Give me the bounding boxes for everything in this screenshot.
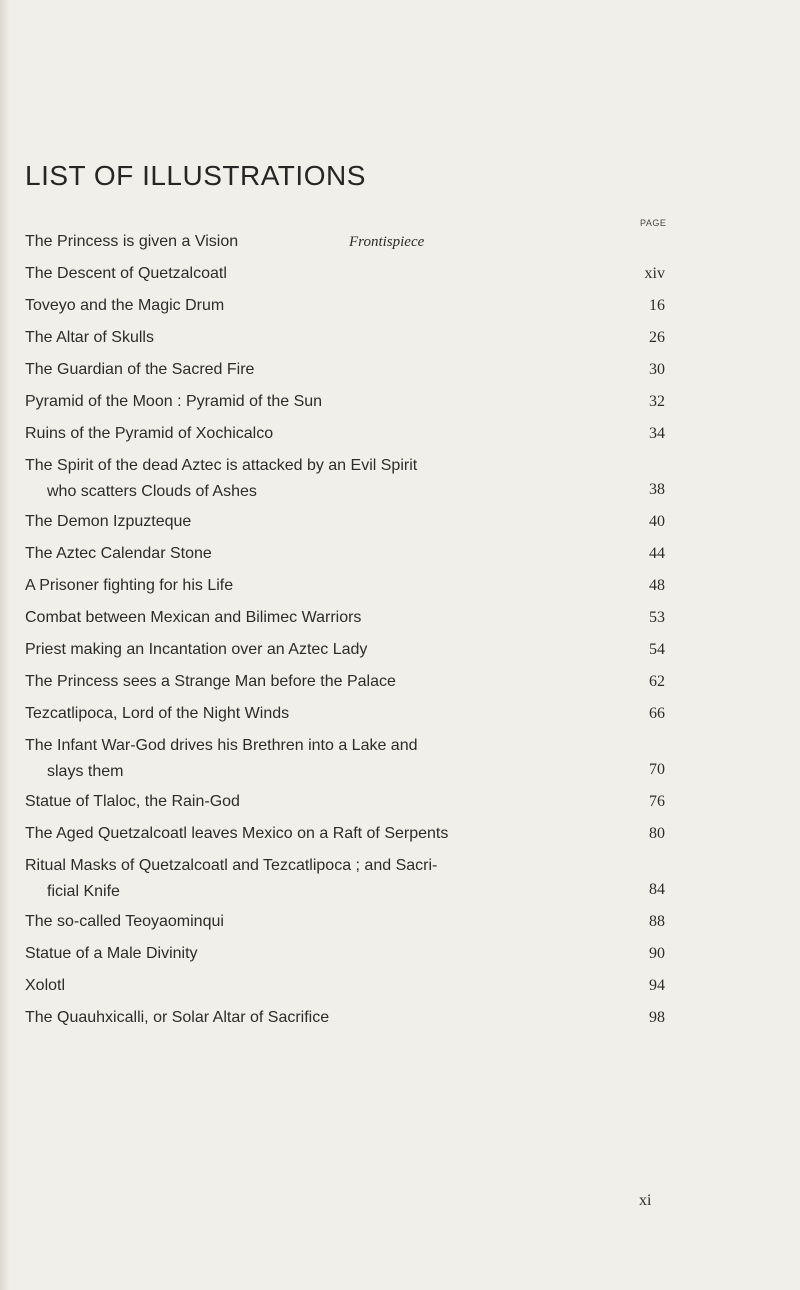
- list-item: [25, 325, 665, 357]
- list-item: [25, 453, 665, 509]
- list-item: [25, 973, 665, 1005]
- list-item: [25, 669, 665, 701]
- page-number: 48: [649, 577, 665, 594]
- page-number: 16: [649, 297, 665, 314]
- illustration-title: Priest making an Incantation over an Aztec Lady: [25, 641, 368, 658]
- page-number: xiv: [644, 265, 665, 282]
- page-title: LIST OF ILLUSTRATIONS: [25, 160, 366, 191]
- page-number: 54: [649, 641, 665, 658]
- page-number: 38: [649, 481, 665, 498]
- frontispiece-note: Frontispiece: [349, 234, 425, 250]
- page-column-header: PAGE: [640, 218, 667, 228]
- page-folio: xi: [639, 1192, 652, 1209]
- illustration-title: Toveyo and the Magic Drum: [25, 297, 225, 314]
- list-item: [25, 1005, 665, 1037]
- list-item: [25, 701, 665, 733]
- list-item: [25, 733, 665, 789]
- list-item: [25, 573, 665, 605]
- illustration-title-line2: who scatters Clouds of Ashes: [47, 483, 257, 500]
- page-number: 62: [649, 673, 665, 690]
- illustration-title: The Aztec Calendar Stone: [25, 545, 212, 562]
- list-item: [25, 605, 665, 637]
- page-number: 80: [649, 825, 665, 842]
- illustration-title: The so-called Teoyaominqui: [25, 913, 224, 930]
- illustration-title: Combat between Mexican and Bilimec Warriors: [25, 609, 362, 626]
- list-item: [25, 941, 665, 973]
- illustration-title: Xolotl: [25, 977, 66, 994]
- illustration-title: [25, 853, 585, 905]
- illustration-title: [25, 453, 585, 505]
- page-number: 66: [649, 705, 665, 722]
- illustration-title: The Descent of Quetzalcoatl: [25, 265, 227, 282]
- illustration-title: [25, 733, 585, 785]
- list-item: [25, 261, 665, 293]
- page-number: 98: [649, 1009, 665, 1026]
- illustration-title: The Princess is given a Vision: [25, 233, 239, 250]
- illustrations-list: [25, 229, 665, 1037]
- list-item: [25, 909, 665, 941]
- illustration-title: The Altar of Skulls: [25, 329, 154, 346]
- illustration-title: The Princess sees a Strange Man before the Palace: [25, 673, 396, 690]
- illustration-title: Tezcatlipoca, Lord of the Night Winds: [25, 705, 290, 722]
- page-gutter-shadow: [0, 0, 10, 1290]
- page-number: 34: [649, 425, 665, 442]
- illustration-title-line1: Ritual Masks of Quetzalcoatl and Tezcatlipoca ; and Sacri-: [25, 857, 438, 874]
- list-item: [25, 389, 665, 421]
- illustration-title-line2: ficial Knife: [47, 883, 120, 900]
- page-number: 94: [649, 977, 665, 994]
- illustration-title: Pyramid of the Moon : Pyramid of the Sun: [25, 393, 323, 410]
- illustration-title: The Aged Quetzalcoatl leaves Mexico on a Raft of Serpents: [25, 825, 449, 842]
- page-number: 53: [649, 609, 665, 626]
- page-number: 44: [649, 545, 665, 562]
- illustration-title-line1: The Infant War-God drives his Brethren into a Lake and: [25, 737, 418, 754]
- list-item: [25, 821, 665, 853]
- page-number: 40: [649, 513, 665, 530]
- page-number: 76: [649, 793, 665, 810]
- list-item: [25, 637, 665, 669]
- page-number: 32: [649, 393, 665, 410]
- list-item: [25, 293, 665, 325]
- page-number: 30: [649, 361, 665, 378]
- list-item: [25, 421, 665, 453]
- page-number: 70: [649, 761, 665, 778]
- list-item: [25, 789, 665, 821]
- illustration-title: Statue of a Male Divinity: [25, 945, 198, 962]
- illustration-title: The Quauhxicalli, or Solar Altar of Sacrifice: [25, 1009, 330, 1026]
- page-number: 26: [649, 329, 665, 346]
- list-item: [25, 229, 665, 261]
- list-item: [25, 541, 665, 573]
- illustration-title: Ruins of the Pyramid of Xochicalco: [25, 425, 274, 442]
- list-item: [25, 357, 665, 389]
- page-number: 88: [649, 913, 665, 930]
- illustration-title: The Guardian of the Sacred Fire: [25, 361, 255, 378]
- illustration-title: The Demon Izpuzteque: [25, 513, 192, 530]
- list-item: [25, 509, 665, 541]
- illustration-title-line1: The Spirit of the dead Aztec is attacked by an Evil Spirit: [25, 457, 418, 474]
- illustration-title-line2: slays them: [47, 763, 124, 780]
- list-item: [25, 853, 665, 909]
- illustration-title: Statue of Tlaloc, the Rain-God: [25, 793, 240, 810]
- page-number: 90: [649, 945, 665, 962]
- illustration-title: A Prisoner fighting for his Life: [25, 577, 234, 594]
- page-number: 84: [649, 881, 665, 898]
